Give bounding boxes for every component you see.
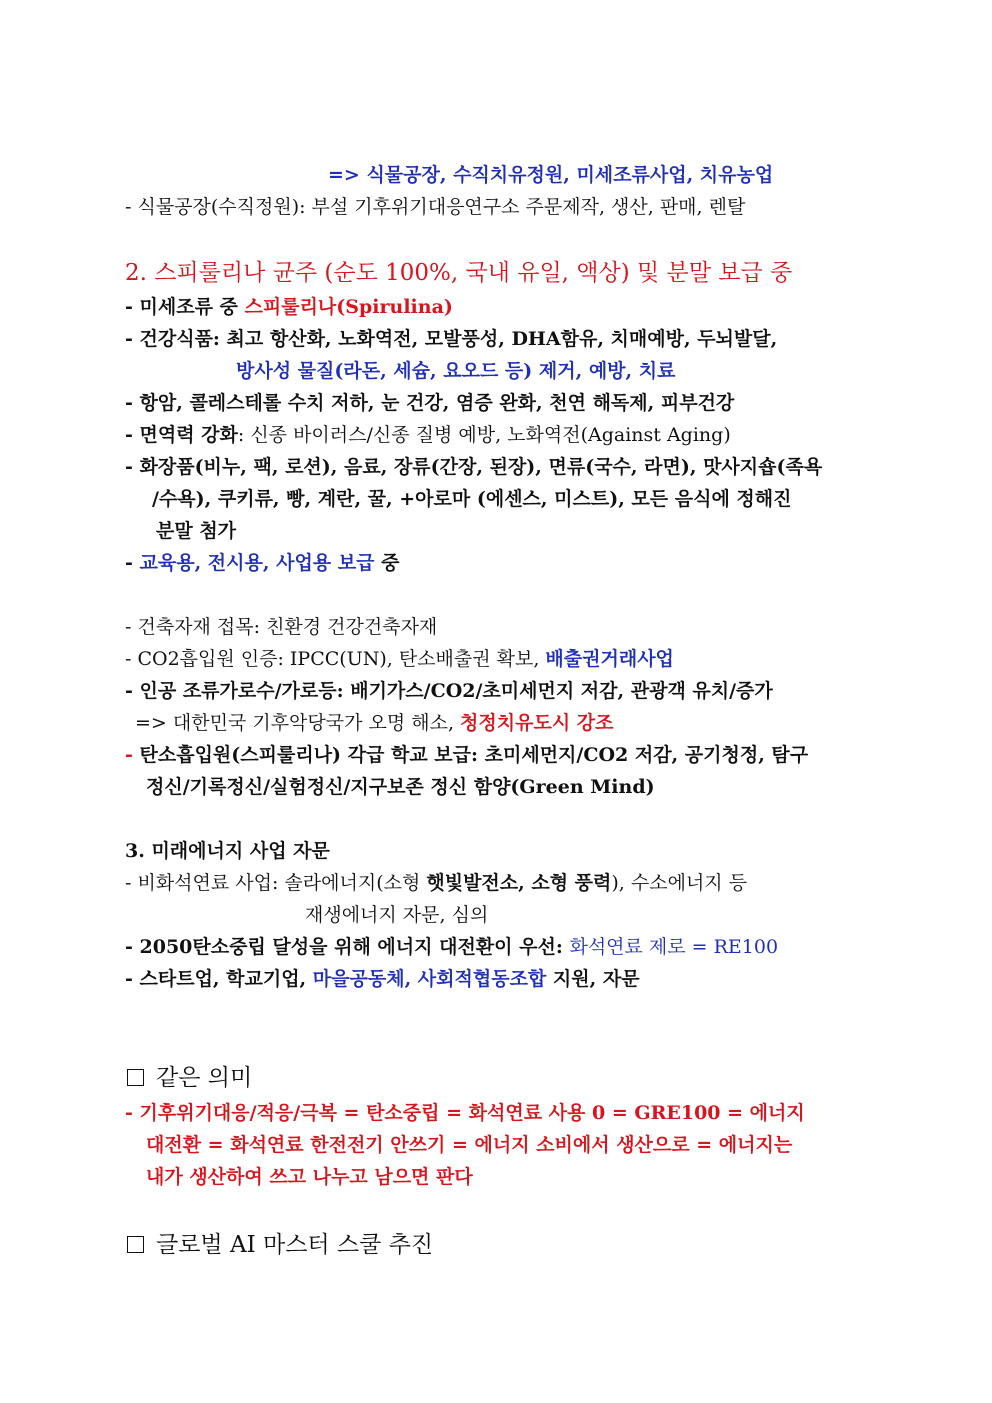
co2-prefix: - CO2흡입원 인증: IPCC(UN), 탄소배출권 확보, (125, 648, 546, 670)
section2-item2-line2: 방사성 물질(라돈, 세슘, 요오드 등) 제거, 예방, 치료 (236, 360, 676, 382)
section2-item5-line3: 분말 첨가 (156, 520, 237, 542)
section2-item2-line1: - 건강식품: 최고 항산화, 노화역전, 모발풍성, DHA함유, 치매예방, 두뇌발달, (125, 328, 778, 350)
same-meaning-heading (127, 1063, 252, 1093)
item6-blue: 교육용, 전시용, 사업용 보급 (139, 552, 375, 574)
item2-blue: 화석연료 제로 = RE100 (569, 936, 779, 958)
clean-healing-city-highlight: 청정치유도시 강조 (460, 712, 614, 734)
item1-a: - 비화석연료 사업: 솔라에너지(소형 (125, 872, 427, 894)
section2-item5-line1: - 화장품(비누, 팩, 로션), 음료, 장류(간장, 된장), 면류(국수, 라면), 맛사지숍(족욕 (125, 456, 823, 478)
same-meaning-title: 같은 의미 (156, 1065, 253, 1091)
green-mind-line: 정신/기록정신/실험정신/지구보존 정신 함양(Green Mind) (146, 776, 655, 798)
item1-c: ), 수소에너지 등 (611, 872, 748, 894)
section2-heading: 2. 스피룰리나 균주 (순도 100%, 국내 유일, 액상) 및 분말 보급 중 (125, 260, 793, 286)
item3-blue: 마을공동체, 사회적협동조합 (312, 968, 547, 990)
plant-factory-line: - 식물공장(수직정원): 부설 기후위기대응연구소 주문제작, 생산, 판매, 렌탈 (125, 196, 746, 218)
checkbox-square-icon (127, 1236, 144, 1253)
spirulina-highlight: 스피룰리나(Spirulina) (244, 296, 453, 318)
building-material-line: - 건축자재 접목: 친환경 건강건축자재 (125, 616, 438, 638)
school-supply-text: 탄소흡입원(스피룰리나) 각급 학교 보급: 초미세먼지/CO2 저감, 공기청정, 탐구 (139, 744, 809, 766)
item6-end: 중 (374, 552, 400, 574)
section2-item5-line2: /수욕), 쿠키류, 빵, 계란, 꿀, +아로마 (에센스, 미스트), 모든 음식에 정해진 (152, 488, 792, 510)
co2-certification-line (125, 646, 674, 672)
section3-item2 (125, 934, 778, 960)
section3-item3 (125, 966, 640, 992)
section3-item1 (125, 870, 747, 896)
plant-factory-arrow-line: => 식물공장, 수직치유정원, 미세조류사업, 치유농업 (328, 164, 774, 186)
emission-trading-highlight: 배출권거래사업 (545, 648, 674, 670)
item6-dash: - (125, 552, 140, 574)
item3-end: 지원, 자문 (546, 968, 640, 990)
item2-prefix: - 2050탄소중립 달성을 위해 에너지 대전환이 우선: (125, 936, 570, 958)
ai-school-title: 글로벌 AI 마스터 스쿨 추진 (156, 1232, 434, 1258)
same-meaning-line3: 내가 생산하여 쓰고 나누고 남으면 판다 (146, 1166, 473, 1188)
section2-item6 (125, 550, 399, 576)
item4-rest: : 신종 바이러스/신종 질병 예방, 노화역전(Against Aging) (237, 424, 731, 446)
section2-item1 (125, 294, 453, 320)
same-meaning-line1: - 기후위기대응/적응/극복 = 탄소중립 = 화석연료 사용 0 = GRE100 = 에너지 (125, 1102, 805, 1124)
section3-item1-line2: 재생에너지 자문, 심의 (305, 904, 489, 926)
algae-streetlight-line: - 인공 조류가로수/가로등: 배기가스/CO2/초미세먼지 저감, 관광객 유치/증가 (125, 680, 773, 702)
ai-school-heading (127, 1230, 433, 1260)
item4-prefix: - 면역력 강화 (125, 424, 238, 446)
item3-prefix: - 스타트업, 학교기업, (125, 968, 313, 990)
school-supply-line (125, 742, 808, 768)
item1-prefix: - 미세조류 중 (125, 296, 245, 318)
checkbox-square-icon (127, 1069, 144, 1086)
climate-villain-line (135, 710, 614, 736)
section2-item4 (125, 422, 731, 448)
section3-heading: 3. 미래에너지 사업 자문 (125, 840, 330, 862)
same-meaning-line2: 대전환 = 화석연료 한전전기 안쓰기 = 에너지 소비에서 생산으로 = 에너지는 (146, 1134, 793, 1156)
section2-item3: - 항암, 콜레스테롤 수치 저하, 눈 건강, 염증 완화, 천연 해독제, 피부건강 (125, 392, 735, 414)
item1-b: 햇빛발전소, 소형 풍력 (426, 872, 612, 894)
school-supply-dash: - (125, 744, 140, 766)
climate-villain-prefix: => 대한민국 기후악당국가 오명 해소, (135, 712, 461, 734)
